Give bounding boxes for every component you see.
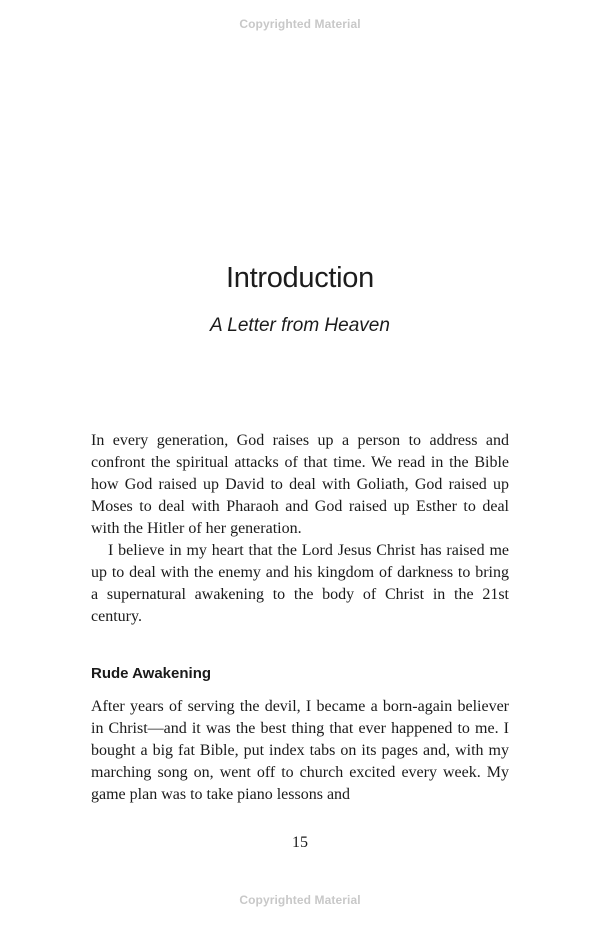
body-paragraph (91, 696, 509, 806)
section-heading: Rude Awakening (91, 665, 212, 682)
paragraph-text: In every generation, God raises up a person to address and confront the spiritual attacks of that time. We read in the Bible how God raised up David to deal with Goliath, God raised up Moses to deal with Pharaoh and God raised up Esther to deal with the Hitler of her generation. (91, 432, 509, 537)
paragraph-text: I believe in my heart that the Lord Jesus Christ has raised me up to deal with the enemy and his kingdom of darkness to bring a supernatural awakening to the body of Christ in the 21st century. (91, 542, 509, 625)
chapter-title: Introduction (226, 262, 374, 294)
copyright-watermark-top: Copyrighted Material (239, 17, 361, 31)
paragraph-text: After years of serving the devil, I became a born-again believer in Christ—and it was the best thing that ever happened to me. I bought a big fat Bible, put index tabs on its pages and, with my marching song on, went off to church excited every week. My game plan was to take piano lessons and (91, 698, 509, 803)
page-number: 15 (292, 834, 308, 851)
chapter-subtitle: A Letter from Heaven (210, 315, 390, 336)
body-paragraph (91, 430, 509, 540)
copyright-watermark-bottom: Copyrighted Material (239, 893, 361, 907)
body-paragraph (91, 540, 509, 628)
